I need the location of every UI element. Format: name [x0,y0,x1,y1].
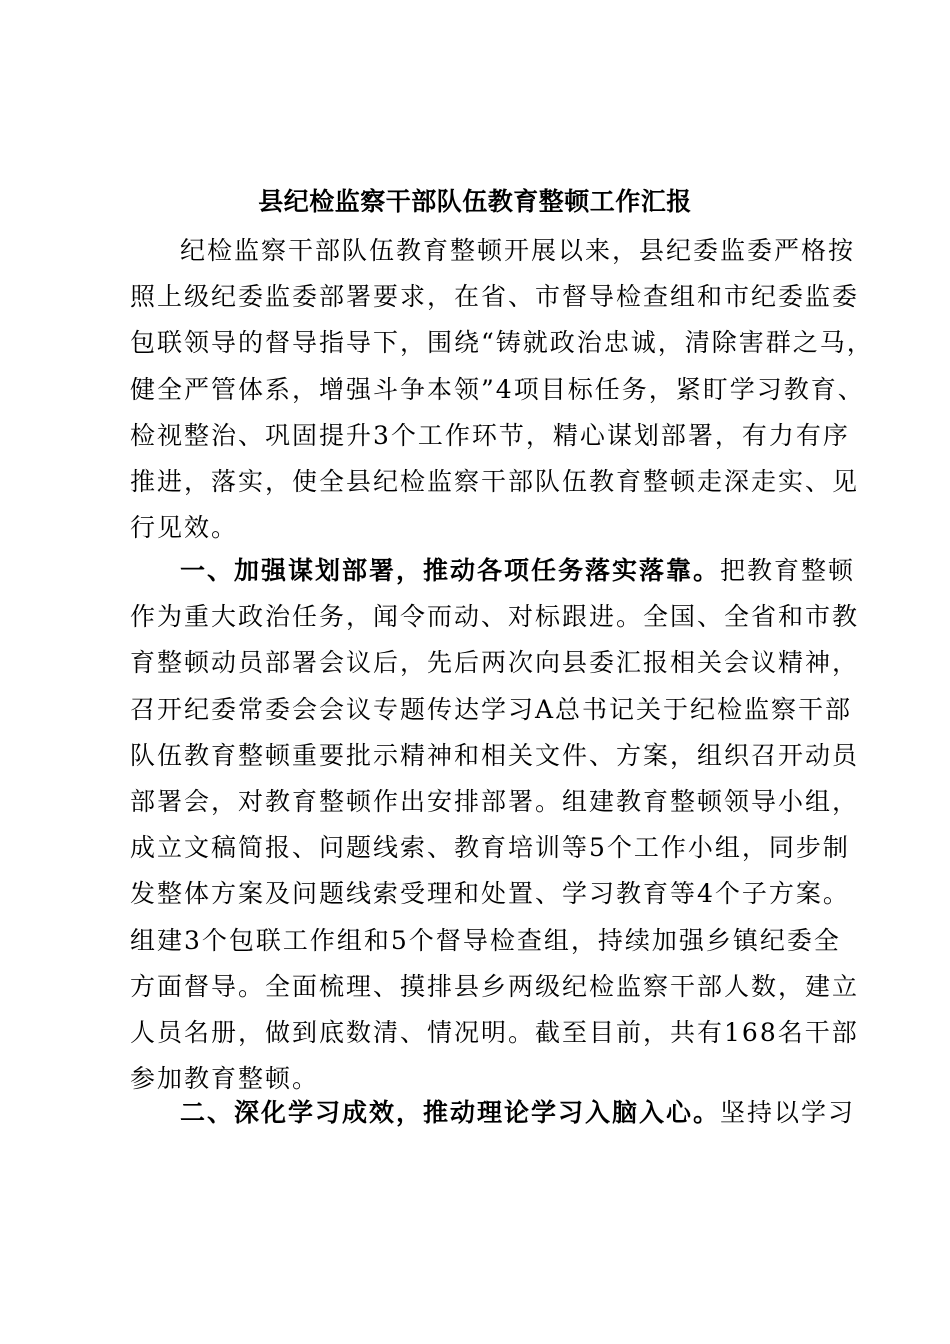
paragraph-line: 方面督导。全面梳理、摸排县乡两级纪检监察干部人数，建立 [130,971,860,1001]
paragraph-line: 组建3个包联工作组和5个督导检查组，持续加强乡镇纪委全 [130,925,841,955]
paragraph-line: 照上级纪委监委部署要求，在省、市督导检查组和市纪委监委 [130,282,860,312]
paragraph-line: 育整顿动员部署会议后，先后两次向县委汇报相关会议精神， [130,648,860,678]
section-2-lead-text: 坚持以学习 [720,1098,856,1127]
paragraph-line: 发整体方案及问题线索受理和处置、学习教育等4个子方案。 [130,879,850,909]
paragraph-line: 作为重大政治任务，闻令而动、对标跟进。全国、全省和市教 [130,602,860,632]
paragraph-line: 部署会，对教育整顿作出安排部署。组建教育整顿领导小组， [130,786,860,816]
paragraph-line: 包联领导的督导指导下，围绕“铸就政治忠诚，清除害群之马， [130,328,874,358]
section-1-heading: 一、加强谋划部署，推动各项任务落实落靠。 [180,556,721,585]
section-2-heading: 二、深化学习成效，推动理论学习入脑入心。 [180,1098,721,1127]
section-2-first-line [130,1090,856,1136]
paragraph-line: 行见效。 [130,513,239,543]
section-1-lead-text: 把教育整顿 [720,556,856,585]
intro-paragraph [130,228,874,551]
paragraph-line: 检视整治、巩固提升3个工作环节，精心谋划部署，有力有序 [130,420,850,450]
paragraph-line: 纪检监察干部队伍教育整顿开展以来，县纪委监委严格按 [180,236,856,265]
document-title: 县纪检监察干部队伍教育整顿工作汇报 [258,187,692,216]
paragraph-line: 人员名册，做到底数清、情况明。截至目前，共有168名干部 [130,1017,859,1047]
paragraph-line: 健全严管体系，增强斗争本领”4项目标任务，紧盯学习教育、 [130,374,865,404]
section-2-paragraph [130,1090,856,1136]
section-1-first-line [130,548,856,594]
section-1-paragraph [130,548,860,1102]
paragraph-line: 召开纪委常委会会议专题传达学习A总书记关于纪检监察干部 [130,694,853,724]
paragraph-line: 成立文稿简报、问题线索、教育培训等5个工作小组，同步制 [130,833,850,863]
paragraph-line: 推进，落实，使全县纪检监察干部队伍教育整顿走深走实、见 [130,466,860,496]
paragraph-line: 队伍教育整顿重要批示精神和相关文件、方案，组织召开动员 [130,740,860,770]
paragraph-line: 参加教育整顿。 [130,1064,320,1094]
